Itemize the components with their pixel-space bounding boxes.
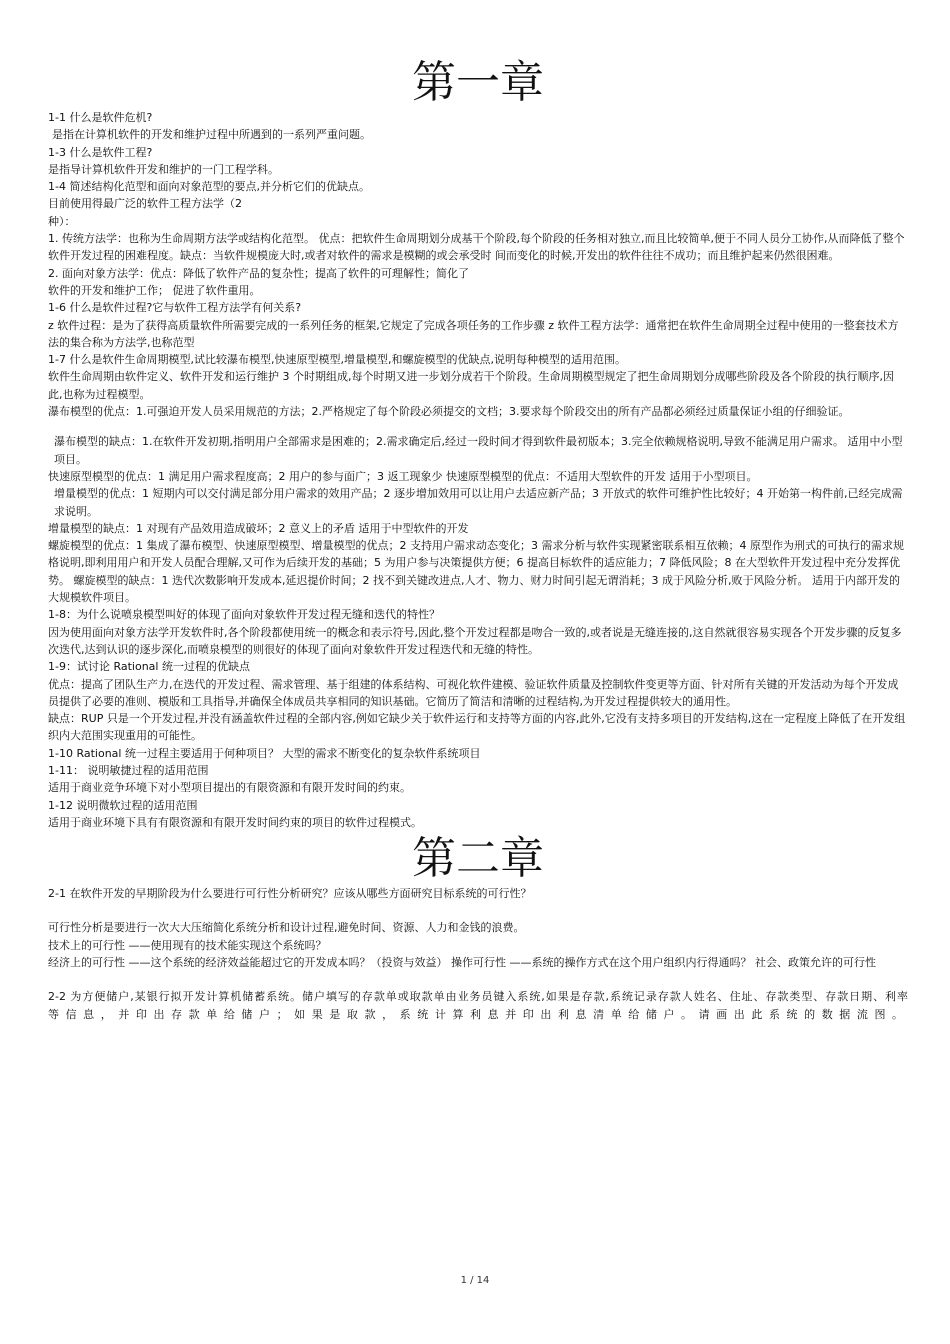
- answer-1-7-lifecycle: 软件生命周期由软件定义、软件开发和运行维护 3 个时期组成,每个时期又进一步划分成若干个阶段。生命周期模型规定了把生命周期划分成哪些阶段及各个阶段的执行顺序,因此,也称为过程模型。: [48, 370, 894, 401]
- answer-1-7-spiral: 螺旋模型的优点：1 集成了瀑布模型、快速原型模型、增量模型的优点；2 支持用户需求动态变化；3 需求分析与软件实现紧密联系相互依赖；4 原型作为刑式的可执行的需求规格说明,即利用用户和开发人员配合理解,又可作为后续开发的基础；5 为用户参与决策提供方便；6 提高目标软件的适应能力；7 降低风险；8 在大型软件开发过程中充分发挥优势。 螺旋模型的缺点：1 迭代次数影响开发成本,延迟提价时间；2 找不到关键改进点,人才、物力、财力时间引起无谓消耗；3 成于风险分析,败于风险分析。 适用于内部开发的大规模软件项目。: [48, 539, 904, 605]
- answer-1-7-prototype: 快速原型模型的优点：1 满足用户需求程度高；2 用户的参与面广；3 返工现象少 快速原型模型的优点：不适用大型软件的开发 适用于小型项目。: [48, 469, 758, 483]
- chapter-2-title: 第二章: [412, 833, 544, 885]
- question-1-10: 1-10 Rational 统一过程主要适用于何种项目？ 大型的需求不断变化的复杂软件系统项目: [48, 746, 481, 760]
- question-1-8: 1-8：为什么说喷泉模型叫好的体现了面向对象软件开发过程无缝和迭代的特性？: [48, 608, 440, 622]
- answer-1-4-intro-cont: 种）：: [48, 214, 76, 228]
- answer-2-1-economic: 经济上的可行性 ——这个系统的经济效益能超过它的开发成本吗？（投资与效益） 操作可行性 ——系统的操作方式在这个用户组织内行得通吗？ 社会、政策允许的可行性: [48, 956, 876, 970]
- question-1-11: 1-11： 说明敏捷过程的适用范围: [48, 763, 209, 777]
- answer-2-1-technical: 技术上的可行性 ——使用现有的技术能实现这个系统吗？: [48, 938, 327, 952]
- answer-1-7-waterfall-cons: 瀑布模型的缺点：1.在软件开发初期,指明用户全部需求是困难的；2.需求确定后,经过一段时间才得到软件最初版本；3.完全依赖规格说明,导致不能满足用户需求。 适用中小型项目。: [54, 435, 903, 466]
- answer-1-11: 适用于商业竞争环境下对小型项目提出的有限资源和有限开发时间的约束。: [48, 781, 411, 795]
- answer-1-4-traditional: 1. 传统方法学：也称为生命周期方法学或结构化范型。 优点：把软件生命周期划分成基干个阶段,每个阶段的任务相对独立,而且比较简单,便于不同人员分工协作,从而降低了整个软件开发过程的困难程度。缺点：当软件规模庞大时,或者对软件的需求是模糊的或会承受时 间而变化的时候,开发出的软件往往不成功；而且维护起来仍然很困难。: [48, 232, 905, 263]
- page-number: 1 / 14: [460, 1275, 490, 1286]
- answer-1-1: 是指在计算机软件的开发和维护过程中所遇到的一系列严重问题。: [52, 128, 371, 142]
- chapter-1-title: 第一章: [412, 57, 544, 108]
- question-2-1: 2-1 在软件开发的早期阶段为什么要进行可行性分析研究？应该从哪些方面研究目标系统的可行性？: [48, 887, 532, 901]
- answer-1-7-waterfall-pros: 瀑布模型的优点：1.可强迫开发人员采用规范的方法；2.严格规定了每个阶段必须提交的文档；3.要求每个阶段交出的所有产品都必须经过质量保证小组的仔细验证。: [48, 405, 850, 419]
- answer-1-7-incremental-cons: 增量模型的缺点：1 对现有产品效用造成破坏；2 意义上的矛盾 适用于中型软件的开发: [48, 521, 469, 535]
- question-1-4: 1-4 简述结构化范型和面向对象范型的要点,并分析它们的优缺点。: [48, 180, 370, 194]
- question-2-2: 2-2 为方便储户,某银行拟开发计算机储蓄系统。储户填写的存款单或取款单由业务员键入系统,如果是存款,系统记录存款人姓名、住址、存款类型、存款日期、利率: [48, 990, 908, 1004]
- document-content: [48, 55, 908, 1023]
- answer-1-4-intro: 目前使用得最广泛的软件工程方法学（2: [48, 197, 242, 211]
- answer-1-9-cons: 缺点：RUP 只是一个开发过程,并没有涵盖软件过程的全部内容,例如它缺少关于软件运行和支持等方面的内容,此外,它没有支持多项目的开发结构,这在一定程度上降低了在开发组织内大范围实现重用的可能性。: [48, 712, 906, 743]
- answer-1-3: 是指导计算机软件开发和维护的一门工程学科。: [48, 162, 279, 176]
- answer-1-7-incremental-pros: 增量模型的优点：1 短期内可以交付满足部分用户需求的效用产品；2 逐步增加效用可以让用户去适应新产品；3 开放式的软件可维护性比较好；4 开始第一构件前,已经完成需求说明。: [54, 487, 903, 518]
- question-1-9: 1-9：试讨论 Rational 统一过程的优缺点: [48, 660, 250, 674]
- question-2-2-cont: 等信息，并印出存款单给储户；如果是取款，系统计算利息并印出利息清单给储户。请画出此系统的数据流图。: [48, 1007, 908, 1021]
- answer-1-8: 因为使用面向对象方法学开发软件时,各个阶段都使用统一的概念和表示符号,因此,整个开发过程都是吻合一致的,或者说是无缝连接的,这自然就很容易实现各个开发步骤的反复多次迭代,达到认识的逐步深化,而喷泉模型的则很好的体现了面向对象软件开发过程迭代和无缝的特性。: [48, 625, 902, 656]
- question-1-12: 1-12 说明微软过程的适用范围: [48, 798, 198, 812]
- answer-1-4-oo-cont: 软件的开发和维护工作； 促进了软件重用。: [48, 283, 261, 297]
- question-1-3: 1-3 什么是软件工程?: [48, 145, 153, 159]
- answer-2-1-intro: 可行性分析是要进行一次大大压缩简化系统分析和设计过程,避免时间、资源、人力和金钱的浪费。: [48, 921, 525, 935]
- answer-1-9-pros: 优点：提高了团队生产力,在迭代的开发过程、需求管理、基于组建的体系结构、可视化软件建模、验证软件质量及控制软件变更等方面、针对所有关键的开发活动为每个开发成员提供了必要的准则、模版和工具指导,并确保全体成员共享相同的知识基础。它简历了简洁和清晰的过程结构,为开发过程提供较大的通用性。: [48, 677, 899, 708]
- question-1-6: 1-6 什么是软件过程?它与软件工程方法学有何关系?: [48, 301, 302, 315]
- answer-1-12: 适用于商业环境下具有有限资源和有限开发时间约束的项目的软件过程模式。: [48, 815, 422, 829]
- question-1-7: 1-7 什么是软件生命周期模型,试比较瀑布模型,快速原型模型,增量模型,和螺旋模型的优缺点,说明每种模型的适用范围。: [48, 353, 626, 367]
- question-1-1: 1-1 什么是软件危机?: [48, 111, 153, 124]
- answer-1-4-oo: 2. 面向对象方法学：优点：降低了软件产品的复杂性；提高了软件的可理解性；简化了: [48, 266, 469, 280]
- answer-1-6: z 软件过程：是为了获得高质量软件所需要完成的一系列任务的框架,它规定了完成各项任务的工作步骤 z 软件工程方法学：通常把在软件生命周期全过程中使用的一整套技术方法的集合称为方法学,也称范型: [48, 318, 899, 349]
